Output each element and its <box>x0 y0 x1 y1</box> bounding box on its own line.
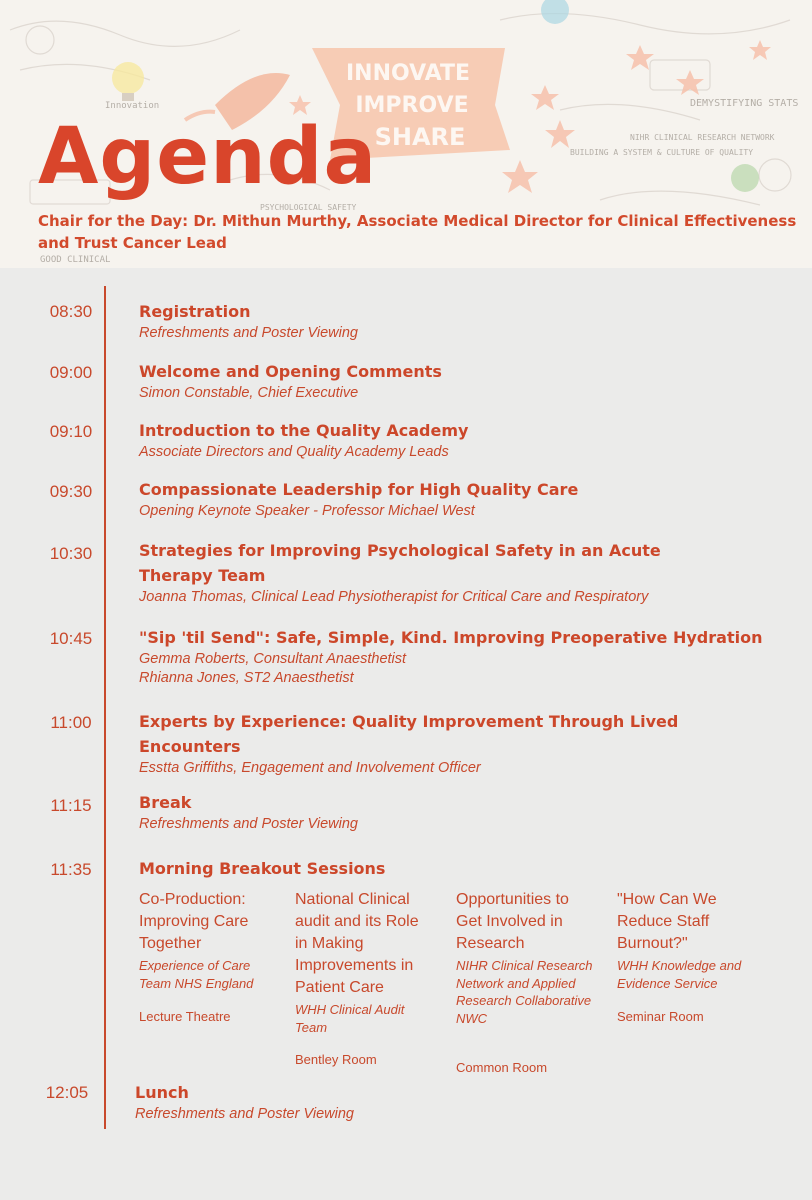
agenda-item <box>135 1080 775 1124</box>
agenda-item <box>139 856 779 881</box>
agenda-time: 11:15 <box>50 796 92 815</box>
agenda-time: 10:45 <box>49 629 93 648</box>
doodle-text-1: DEMYSTIFYING STATS <box>690 98 799 109</box>
agenda-time: 09:10 <box>49 422 93 441</box>
breakout-host: NIHR Clinical Research Network and Applied Research Collaborative NWC <box>456 958 593 1026</box>
agenda-item-subtitle: Refreshments and Poster Viewing <box>135 1106 354 1122</box>
agenda-item-title: "Sip 'til Send": Safe, Simple, Kind. Improving Preoperative Hydration <box>139 628 763 647</box>
doodle-text-4: PSYCHOLOGICAL SAFETY <box>260 203 357 212</box>
agenda-time: 12:05 <box>45 1083 89 1102</box>
sign-line-1: INNOVATE <box>345 61 471 86</box>
agenda-item-title: Compassionate Leadership for High Quality Care <box>139 480 579 499</box>
sign-line-2: IMPROVE <box>355 93 469 118</box>
breakout-host: WHH Clinical Audit Team <box>295 1002 405 1035</box>
agenda-item <box>139 790 779 834</box>
agenda-item <box>139 359 779 403</box>
agenda-item <box>139 625 779 688</box>
agenda-item-subtitle: Joanna Thomas, Clinical Lead Physiotherapist for Critical Care and Respiratory <box>139 589 649 605</box>
agenda-item-subtitle: Opening Keynote Speaker - Professor Michael West <box>139 503 475 519</box>
breakout-room: Common Room <box>456 1060 548 1075</box>
breakout-sessions <box>139 889 789 1089</box>
agenda-item <box>139 709 679 778</box>
agenda-item-subtitle: Simon Constable, Chief Executive <box>139 385 359 401</box>
page-title: Agenda <box>38 112 378 202</box>
agenda-item <box>139 418 779 462</box>
agenda-time: 11:00 <box>50 713 92 732</box>
breakout-room: Seminar Room <box>617 1009 704 1024</box>
doodle-text-5: GOOD CLINICAL <box>40 255 111 265</box>
agenda-item-title: Welcome and Opening Comments <box>139 362 442 381</box>
agenda-time: 08:30 <box>49 302 93 321</box>
agenda-time: 09:30 <box>49 482 93 501</box>
doodle-text-2: NIHR CLINICAL RESEARCH NETWORK <box>630 133 775 142</box>
breakout-title: National Clinical audit and its Role in Making Improvements in Patient Care <box>295 891 419 996</box>
breakout-session <box>295 889 433 1036</box>
breakout-session <box>139 889 269 992</box>
breakout-title: Co-Production: Improving Care Together <box>139 891 249 952</box>
header-banner <box>0 0 812 268</box>
agenda-time: 11:35 <box>50 860 92 879</box>
agenda-time: 10:30 <box>49 544 93 563</box>
agenda-item-subtitle: Associate Directors and Quality Academy Leads <box>139 444 449 460</box>
doodle-text-3: BUILDING A SYSTEM & CULTURE OF QUALITY <box>570 148 754 157</box>
breakout-host: WHH Knowledge and Evidence Service <box>617 958 742 991</box>
breakout-host: Experience of Care Team NHS England <box>139 958 254 991</box>
agenda-item-title: Registration <box>139 302 251 321</box>
agenda-item-title: Introduction to the Quality Academy <box>139 421 469 440</box>
agenda-item-subtitle: Gemma Roberts, Consultant Anaesthetist <box>139 651 407 667</box>
breakout-session <box>456 889 596 1027</box>
agenda-item-title: Morning Breakout Sessions <box>139 859 386 878</box>
agenda-item-title: Strategies for Improving Psychological Safety in an Acute Therapy Team <box>139 541 661 585</box>
agenda-item-title: Break <box>139 793 192 812</box>
agenda-time: 09:00 <box>49 363 93 382</box>
agenda-item-subtitle: Esstta Griffiths, Engagement and Involvement Officer <box>139 760 481 776</box>
breakout-session <box>617 889 767 992</box>
doodle-text-6: Innovation <box>105 101 160 111</box>
breakout-room: Lecture Theatre <box>139 1009 231 1024</box>
chair-text: Chair for the Day: Dr. Mithun Murthy, Associate Medical Director for Clinical Effectiveness and Trust Cancer Lead <box>38 212 797 252</box>
agenda-item <box>139 538 719 607</box>
breakout-title: Opportunities to Get Involved in Research <box>456 891 569 952</box>
agenda-item-subtitle: Rhianna Jones, ST2 Anaesthetist <box>139 670 354 686</box>
sign-line-3: SHARE <box>374 123 466 151</box>
agenda-item-subtitle: Refreshments and Poster Viewing <box>139 816 358 832</box>
agenda-item <box>139 477 779 521</box>
timeline-line <box>104 286 106 1129</box>
breakout-room: Bentley Room <box>295 1052 377 1067</box>
agenda-item <box>139 299 779 343</box>
agenda-item-title: Lunch <box>135 1083 189 1102</box>
agenda-item-subtitle: Refreshments and Poster Viewing <box>139 325 358 341</box>
breakout-title: "How Can We Reduce Staff Burnout?" <box>617 891 717 952</box>
agenda-item-title: Experts by Experience: Quality Improvement Through Lived Encounters <box>139 712 679 756</box>
